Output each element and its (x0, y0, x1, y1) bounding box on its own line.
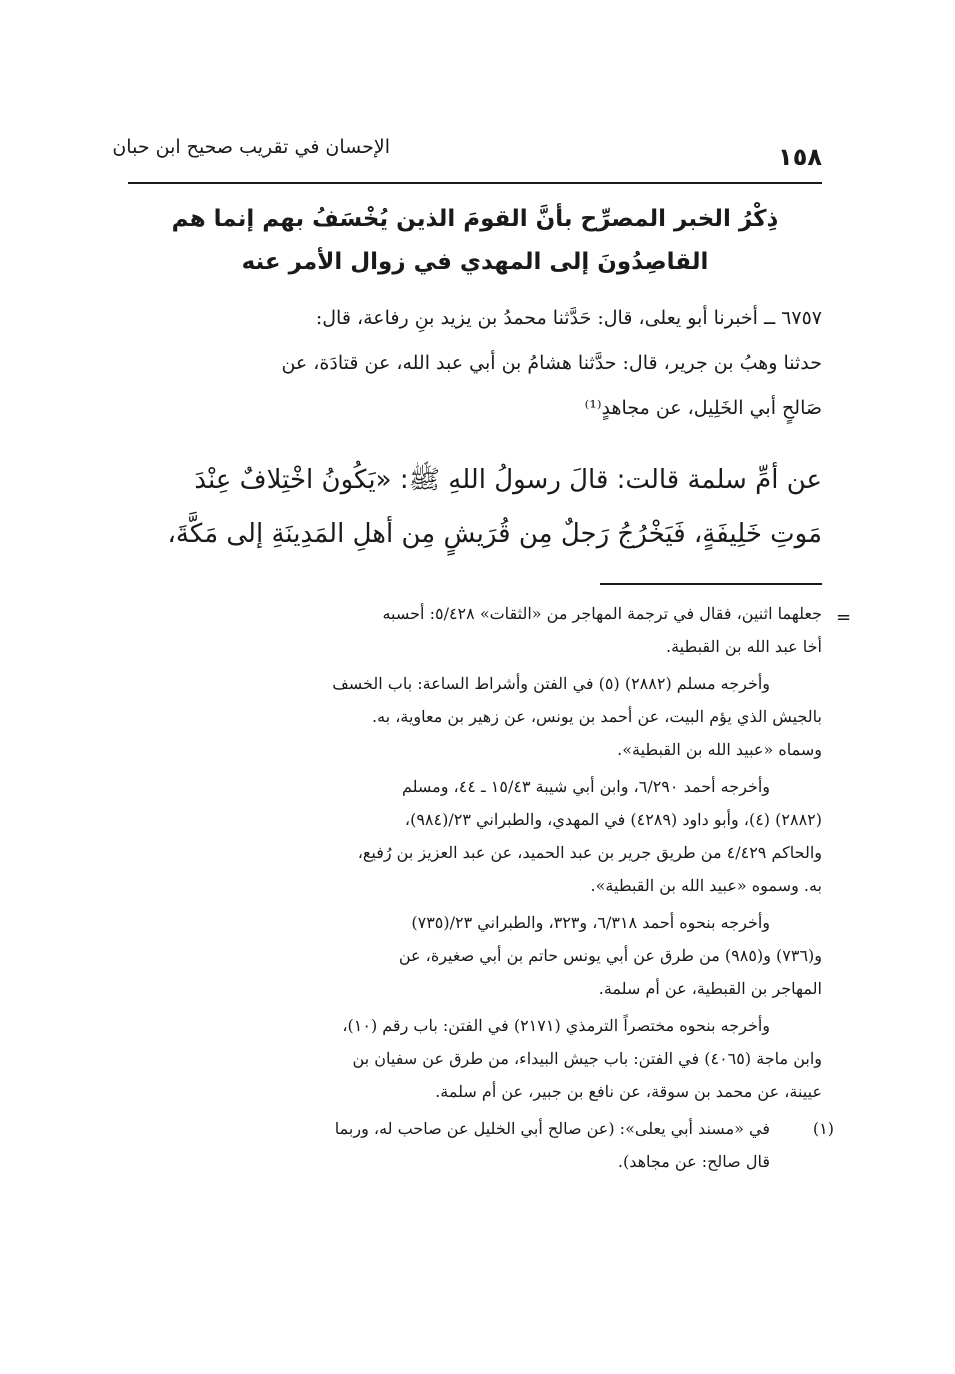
footnote-line: به. وسموه «عبيد الله بن القبطية». (590, 876, 822, 895)
footnote-paragraph (128, 667, 822, 766)
isnad-line-3: صَالحٍ أبي الخَلِيل، عن مجاهدٍ⁽¹⁾ (584, 397, 822, 419)
footnote-line: والحاكم ٤/٤٢٩ من طريق جرير بن عبد الحميد، عن عبد العزيز بن رُفيع، (357, 843, 822, 862)
footnote-line: وأخرجه بنحوه أحمد ٦/٣١٨، و٣٢٣، والطبراني ٢٣/(٧٣٥) (411, 913, 770, 932)
footnote-paragraph (128, 597, 822, 663)
isnad-paragraph (128, 296, 822, 431)
footnote-line: وابن ماجة (٤٠٦٥) في الفتن: باب جيش البيداء، من طرق عن سفيان بن (352, 1049, 822, 1068)
chapter-heading (150, 198, 800, 284)
footnote-line: أخا عبد الله بن القبطية. (665, 637, 822, 656)
footnote-paragraph (128, 770, 822, 902)
isnad-line-1: ٦٧٥٧ ــ أخبرنا أبو يعلى، قال: حَدَّثنا محمدُ بن يزيد بنِ رفاعة، قال: (315, 307, 822, 329)
footnote-line: جعلهما اثنين، فقال في ترجمة المهاجر من «الثقات» ٥/٤٢٨: أحسبه (382, 604, 822, 623)
footnote-1-marker: (١) (812, 1119, 834, 1138)
footnote-line: و(٧٣٦) و(٩٨٥) من طرق عن أبي يونس حاتم بن أبي صغيرة، عن (398, 946, 822, 965)
footnote-1 (128, 1112, 834, 1178)
footnote-line: وأخرجه بنحوه مختصراً الترمذي (٢١٧١) في الفتن: باب رقم (١٠)، (342, 1016, 770, 1035)
footnote-separator (600, 583, 822, 585)
footnote-line: عيينة، عن محمد بن سوقة، عن نافع بن جبير، عن أم سلمة. (435, 1082, 822, 1101)
heading-line-2: القاصِدُونَ إلى المهدي في زوال الأمر عنه (241, 249, 709, 275)
page-number: ١٥٨ (778, 143, 822, 171)
footnote-line: قال صالح: عن مجاهد). (617, 1152, 770, 1171)
hadith-matn (128, 453, 822, 561)
isnad-line-2: حدثنا وهبُ بن جرير، قال: حدَّثنا هشامُ بن أبي عبد الله، عن قتادَة، عن (281, 352, 822, 374)
hadith-line-2: مَوتِ خَلِيفَةٍ، فَيَخْرُجُ رَجلٌ مِن قُرَيشٍ مِن أهلِ المَدِينَةِ إلى مَكَّةَ، (167, 519, 822, 549)
footnotes-section (128, 597, 834, 1178)
header-rule (128, 182, 822, 184)
footnote-continuation-mark: = (836, 607, 852, 628)
footnote-line: وسماه «عبيد الله بن القبطية». (617, 740, 822, 759)
hadith-line-1: عن أمِّ سلمة قالت: قالَ رسولُ اللهِ ﷺ: «يَكُونُ اخْتِلافٌ عِنْدَ (194, 465, 822, 495)
footnote-line: بالجيش الذي يؤم البيت، عن أحمد بن يونس، عن زهير بن معاوية، به. (372, 707, 822, 726)
footnote-paragraph (128, 906, 822, 1005)
footnote-paragraph (128, 1009, 822, 1108)
running-header-title: الإحسان في تقريب صحيح ابن حبان (112, 136, 390, 158)
footnote-line: وأخرجه أحمد ٦/٢٩٠، وابن أبي شيبة ١٥/٤٣ ـ ٤٤، ومسلم (401, 777, 770, 796)
footnote-line: في «مسند أبي يعلى»: (عن صالح أبي الخليل عن صاحب له، وربما (334, 1119, 770, 1138)
footnote-line: وأخرجه مسلم (٢٨٨٢) (٥) في الفتن وأشراط الساعة: باب الخسف (332, 674, 770, 693)
footnote-line: (٢٨٨٢) (٤)، وأبو داود (٤٢٨٩) في المهدي، والطبراني ٢٣/(٩٨٤)، (404, 810, 822, 829)
footnote-line: المهاجر بن القبطية، عن أم سلمة. (598, 979, 822, 998)
heading-line-1: ذِكْرُ الخبر المصرِّح بأنَّ القومَ الذين يُخْسَفُ بهم إنما هم (171, 206, 779, 232)
